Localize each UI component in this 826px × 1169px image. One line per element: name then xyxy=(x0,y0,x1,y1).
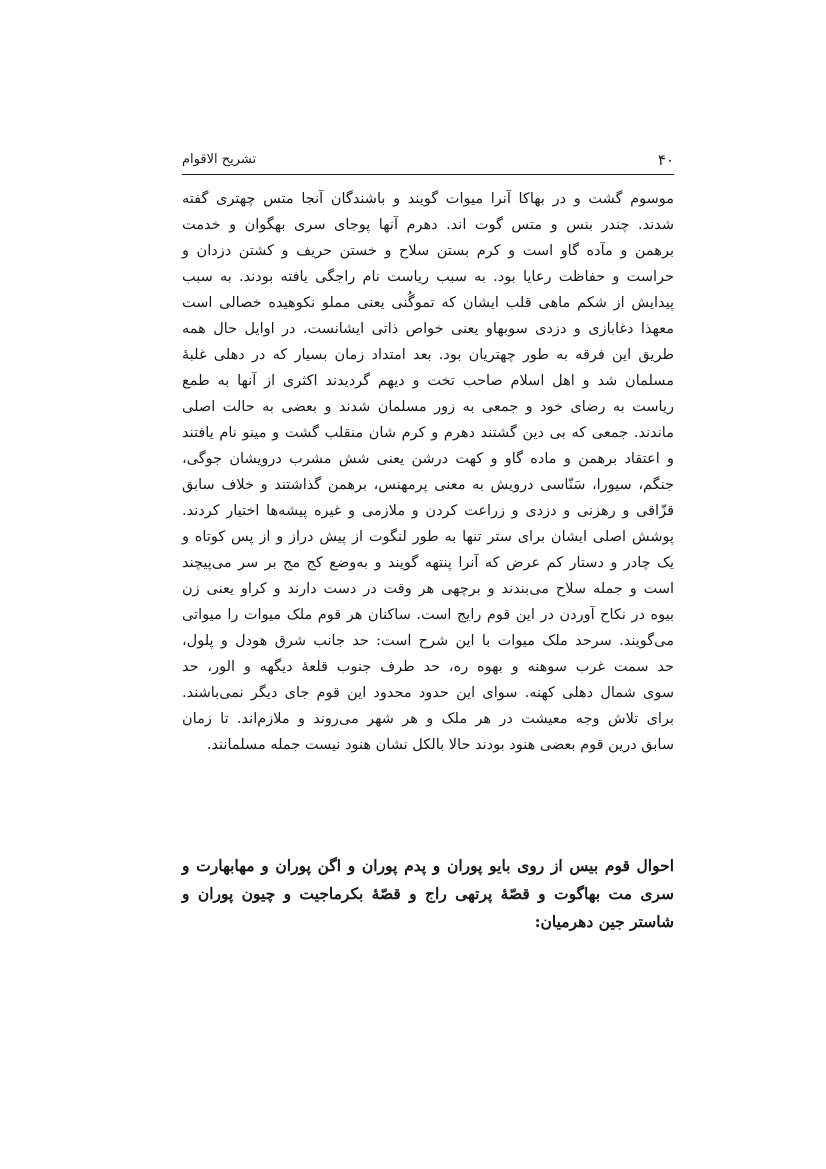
text-line: برای تلاش وجه معیشت در هر ملک و هر شهر می‌روند و ملازم‌اند. تا زمان xyxy=(182,711,674,727)
text-line: یک چادر و دستار کم عرض که آنرا پنتهه گویند و به‌وضع کج مج بر سر می‌پیچند xyxy=(182,555,674,571)
text-line: شدند. چندر بنس و متس گوت اند. دهرم آنها پوجای سری بهگوان و خدمت xyxy=(182,217,674,233)
text-line: پوشش اصلی ایشان برای ستر تنها به طور لنگوت از پیش دراز و از پس کوتاه و xyxy=(182,529,674,545)
text-line: ریاست به رضای خود و جمعی به زور مسلمان شدند و بعضی به حالت اصلی xyxy=(182,399,674,415)
text-line: جنگم، سیورا، سَنّاسی درویش به معنی پرمهنس، برهمن گذاشتند و خلاف سابق xyxy=(182,477,674,493)
section-heading xyxy=(182,852,674,936)
text-line: طریق این فرقه به طور چهتریان بود. بعد امتداد زمان بسیار که در دهلی غلبۀ xyxy=(182,347,674,363)
text-line: سابق درین قوم بعضی هنود بودند حالا بالکل نشان هنود نیست جمله مسلمانند. xyxy=(206,737,674,753)
text-line: موسوم گشت و در بهاکا آنرا میوات گویند و باشندگان آنجا متس چهتری گفته xyxy=(182,191,674,207)
text-line: پیدایش از شکم ماهی قلب ایشان که تموگُنی یعنی مملو نکوهیده خصالی است xyxy=(182,295,674,311)
header-rule xyxy=(182,174,674,175)
running-title: تشریح الاقوام xyxy=(182,152,257,167)
heading-line: شاستر جین دهرمیان: xyxy=(534,912,674,931)
text-line: سوی شمال دهلی کهنه. سوای این حدود محدود این قوم جای دیگر نمی‌باشند. xyxy=(182,685,674,701)
text-line: معهذا دغابازی و دزدی سوبهاو یعنی خواص ذاتی ایشانست. در اوایل حال همه xyxy=(182,321,674,337)
body-paragraph xyxy=(182,186,674,758)
text-line: برهمن و مآده گاو است و کرم بستن سلاح و خستن حریف و کشتن دزدان و xyxy=(182,243,674,259)
heading-line: سری مت بهاگوت و قصّۀ پرتهی راج و قصّۀ بکرماجیت و چیون پوران و xyxy=(182,884,674,903)
text-line: است و جمله سلاح می‌بندند و برچهی هر وقت در دست دارند و کراو یعنی زن xyxy=(182,581,674,597)
text-line: قزّاقی و رهزنی و دزدی و زراعت کردن و ملازمی و غیره پیشه‌ها اختیار کردند. xyxy=(182,503,674,519)
text-line: ماندند. جمعی که بی دین گشتند دهرم و کرم شان منقلب گشت و مینو نام یافتند xyxy=(182,425,674,441)
heading-line: احوال قوم بیس از روی بایو پوران و پدم پوران و اگن پوران و مهابهارت و xyxy=(182,856,674,875)
text-line: بیوه در نکاح آوردن در این قوم رایج است. ساکنان هر قوم ملک میوات را میواتی xyxy=(182,607,674,623)
text-line: حد سمت غرب سوهنه و بهوه ره، حد طرف جنوب قلعۀ دیگهه و الور، حد xyxy=(182,659,674,675)
page-number: ۴۰ xyxy=(657,151,674,169)
running-header xyxy=(182,150,674,174)
text-line: و اعتقاد برهمن و ماده گاو و کهت درشن یعنی شش مشرب درویشان جوگی، xyxy=(182,451,674,467)
text-line: حراست و حفاظت رعایا بود. به سبب ریاست نام راجگی یافته بودند. به سبب xyxy=(182,269,674,285)
text-line: می‌گویند. سرحد ملک میوات با این شرح است: حد جانب شرق هودل و پلول، xyxy=(182,633,674,649)
text-line: مسلمان شد و اهل اسلام صاحب تخت و دیهم گردیدند اکثری از آنها به طمع xyxy=(182,373,674,389)
